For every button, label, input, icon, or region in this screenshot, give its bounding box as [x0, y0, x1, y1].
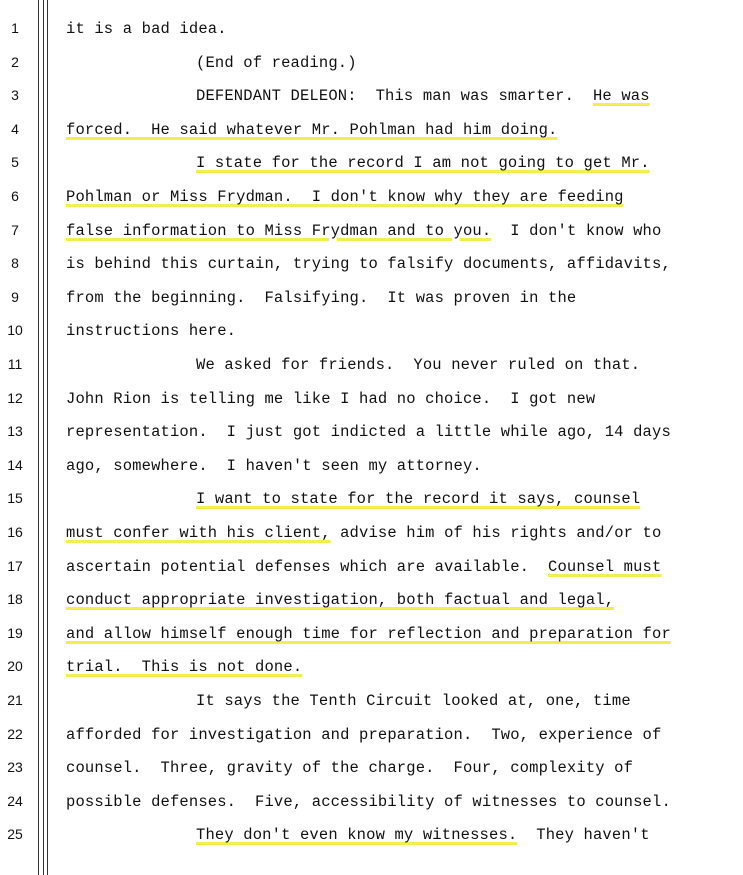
transcript-line — [0, 688, 743, 721]
line-number: 15 — [7, 490, 23, 507]
text-segment: from the beginning. Falsifying. It was proven in the — [66, 288, 577, 307]
line-text — [66, 289, 576, 307]
transcript-line — [0, 520, 743, 553]
transcript-line — [0, 218, 743, 251]
text-segment: is behind this curtain, trying to falsify documents, affidavits, — [66, 255, 671, 274]
line-number: 9 — [11, 288, 19, 305]
text-segment: possible defenses. Five, accessibility of witnesses to counsel. — [66, 792, 671, 811]
transcript-line — [0, 16, 743, 49]
line-number: 19 — [7, 624, 23, 641]
line-number: 6 — [11, 188, 19, 204]
text-segment: They haven't — [517, 826, 650, 845]
text-segment: It says the Tenth Circuit looked at, one, time — [196, 692, 631, 710]
transcript-line — [0, 318, 743, 351]
text-segment: advise him of his rights and/or to — [330, 524, 662, 542]
line-text — [66, 558, 661, 576]
line-text — [66, 322, 236, 340]
transcript-line — [0, 419, 743, 452]
line-text — [66, 423, 671, 441]
line-text — [66, 390, 595, 408]
line-number: 10 — [7, 322, 23, 339]
transcript-line — [0, 587, 743, 620]
highlighted-text: I want to state for the record it says, counsel — [196, 490, 641, 509]
line-text — [196, 87, 650, 105]
text-segment: ago, somewhere. I haven't seen my attorney. — [66, 456, 482, 475]
line-text — [66, 20, 227, 38]
text-segment: afforded for investigation and preparation. Two, experience of — [66, 725, 662, 744]
text-segment: I don't know who — [491, 221, 662, 240]
line-text — [66, 524, 661, 542]
text-segment: John Rion is telling me like I had no choice. I got new — [66, 389, 596, 408]
text-segment: DEFENDANT DELEON: This man was smarter. — [196, 87, 593, 106]
transcript-line — [0, 621, 743, 654]
line-number: 17 — [7, 557, 23, 574]
transcript-line — [0, 150, 743, 183]
text-segment: We asked for friends. You never ruled on that. — [196, 356, 641, 374]
line-number: 8 — [11, 255, 19, 272]
line-number: 3 — [11, 87, 19, 104]
line-number: 7 — [11, 221, 19, 238]
transcript-line — [0, 554, 743, 587]
line-text — [66, 121, 557, 139]
text-segment: it is a bad idea. — [66, 20, 227, 38]
line-text — [66, 222, 661, 240]
line-number: 1 — [11, 20, 19, 36]
transcript-line — [0, 352, 743, 385]
line-number: 5 — [11, 154, 19, 171]
line-number: 25 — [7, 826, 23, 843]
transcript-line — [0, 50, 743, 83]
line-number: 20 — [7, 658, 23, 675]
text-segment: counsel. Three, gravity of the charge. Four, complexity of — [66, 759, 634, 778]
line-text — [196, 826, 650, 844]
line-number: 18 — [7, 591, 23, 608]
highlighted-text: conduct appropriate investigation, both factual and legal, — [66, 591, 615, 610]
line-text — [196, 154, 650, 172]
line-number: 12 — [7, 389, 23, 406]
line-number: 22 — [7, 725, 23, 742]
line-text — [66, 188, 624, 206]
transcript-line — [0, 822, 743, 855]
line-text — [66, 625, 671, 643]
text-segment: instructions here. — [66, 322, 237, 341]
transcript-line — [0, 184, 743, 217]
line-number: 2 — [11, 53, 19, 70]
line-text — [196, 54, 357, 72]
transcript-line — [0, 117, 743, 150]
highlighted-text: forced. He said whatever Mr. Pohlman had him doing. — [66, 120, 558, 139]
highlighted-text: false information to Miss Frydman and to you. — [66, 221, 492, 240]
transcript-line — [0, 486, 743, 519]
line-number: 11 — [7, 356, 23, 372]
highlighted-text: I state for the record I am not going to get Mr. — [196, 154, 650, 173]
line-text — [66, 726, 661, 744]
text-segment: representation. I just got indicted a little while ago, 14 days — [66, 423, 671, 442]
transcript-line — [0, 789, 743, 822]
transcript-line — [0, 722, 743, 755]
transcript-line — [0, 453, 743, 486]
line-text — [196, 356, 640, 374]
line-text — [66, 759, 633, 777]
transcript-line — [0, 386, 743, 419]
line-text — [196, 692, 631, 710]
line-number: 13 — [7, 423, 23, 440]
line-text — [66, 457, 482, 475]
highlighted-text: trial. This is not done. — [66, 658, 303, 677]
highlighted-text: They don't even know my witnesses. — [196, 826, 518, 845]
text-segment: ascertain potential defenses which are available. — [66, 557, 549, 576]
line-text — [66, 255, 671, 273]
line-text — [66, 591, 614, 609]
line-number: 23 — [7, 759, 23, 776]
text-segment: (End of reading.) — [196, 53, 357, 72]
highlighted-text: He was — [592, 87, 650, 106]
line-number: 21 — [7, 692, 23, 708]
highlighted-text: Counsel must — [548, 557, 662, 576]
highlighted-text: and allow himself enough time for reflection and preparation for — [66, 624, 671, 643]
line-number: 14 — [7, 456, 23, 473]
transcript-line — [0, 251, 743, 284]
line-text — [66, 658, 302, 676]
line-text — [66, 793, 671, 811]
highlighted-text: Pohlman or Miss Frydman. I don't know why they are feeding — [66, 188, 624, 206]
transcript-line — [0, 654, 743, 687]
transcript-line — [0, 755, 743, 788]
line-text — [196, 490, 640, 508]
highlighted-text: must confer with his client, — [66, 524, 331, 542]
line-number: 4 — [11, 120, 19, 137]
line-number: 16 — [7, 524, 23, 540]
transcript-line — [0, 83, 743, 116]
line-number: 24 — [7, 792, 23, 809]
transcript-line — [0, 285, 743, 318]
